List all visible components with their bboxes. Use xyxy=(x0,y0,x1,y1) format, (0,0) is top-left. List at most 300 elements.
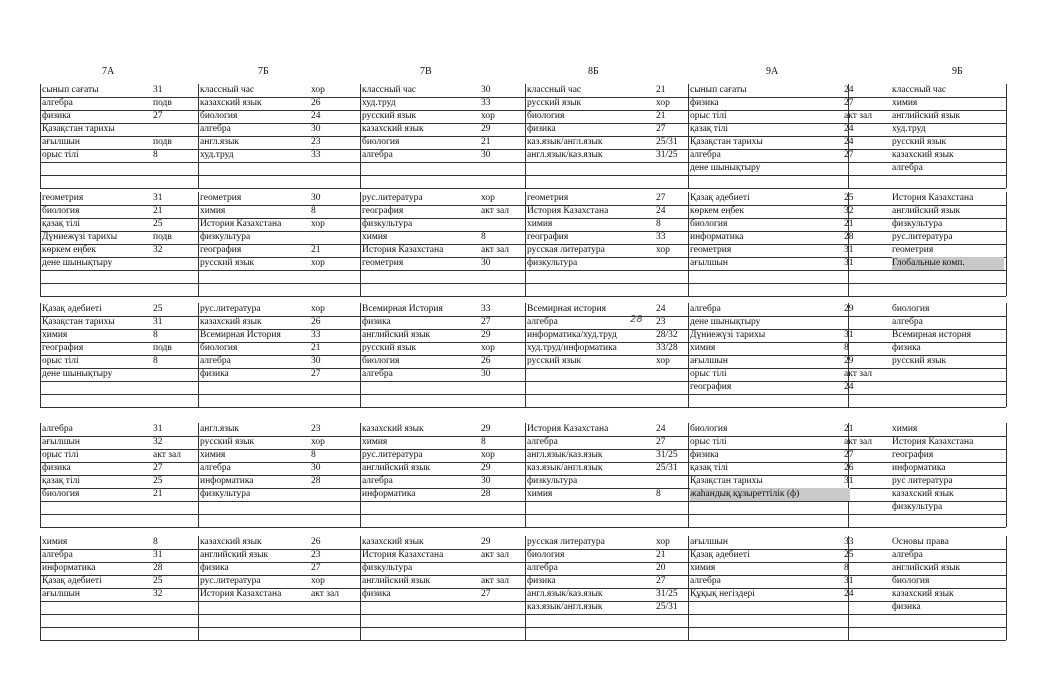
subject-cell: география xyxy=(892,450,934,460)
subject-cell xyxy=(362,514,476,527)
room-cell xyxy=(481,614,524,627)
subject-cell xyxy=(200,627,306,640)
room-cell xyxy=(153,394,197,407)
lesson-row xyxy=(40,205,1006,219)
subject-cell: алгебра xyxy=(362,476,393,486)
room-cell: 25/31 xyxy=(656,602,678,612)
class-header: 8Б xyxy=(588,66,599,77)
subject-cell: классный час xyxy=(527,85,582,95)
room-cell: 31/25 xyxy=(656,450,678,460)
lesson-row xyxy=(40,549,1006,563)
room-cell: 31 xyxy=(844,330,854,340)
room-cell: хор xyxy=(311,258,325,268)
subject-cell: химия xyxy=(200,206,226,216)
subject-cell: биология xyxy=(42,206,80,216)
subject-cell xyxy=(200,501,306,514)
room-cell: 25 xyxy=(153,576,163,586)
room-cell: 26 xyxy=(311,98,321,108)
subject-cell xyxy=(892,614,1004,627)
room-cell: 8 xyxy=(153,330,158,340)
room-cell: 27 xyxy=(656,193,666,203)
lesson-row xyxy=(40,149,1006,163)
handwritten-note: 28 xyxy=(630,314,643,325)
subject-cell xyxy=(362,381,476,394)
subject-cell: химия xyxy=(42,537,68,547)
room-cell xyxy=(481,514,524,527)
subject-cell: физика xyxy=(892,343,921,353)
room-cell xyxy=(481,270,524,283)
subject-cell: алгебра xyxy=(200,463,231,473)
subject-cell: физкультура xyxy=(362,219,413,229)
subject-cell xyxy=(362,162,476,175)
room-cell: 28 xyxy=(481,489,491,499)
subject-cell: русский язык xyxy=(527,356,582,366)
subject-cell: Қазақ әдебиеті xyxy=(42,576,102,586)
lesson-row xyxy=(40,423,1006,437)
lesson-row xyxy=(40,192,1006,206)
room-cell xyxy=(844,270,886,283)
subject-cell: қазақ тілі xyxy=(42,219,80,229)
subject-cell: классный час xyxy=(892,85,947,95)
subject-cell: Қазақ әдебиеті xyxy=(690,193,750,203)
room-cell: 8 xyxy=(153,356,158,366)
subject-cell: рус.литература xyxy=(892,232,953,242)
room-cell: 31 xyxy=(844,576,854,586)
room-cell: 21 xyxy=(153,489,163,499)
room-cell: хор xyxy=(481,193,495,203)
subject-cell xyxy=(42,283,148,296)
subject-cell: Глобальные комп. xyxy=(892,257,1004,270)
room-cell xyxy=(844,614,886,627)
room-cell: 32 xyxy=(153,437,163,447)
room-cell: 29 xyxy=(844,356,854,366)
room-cell xyxy=(153,501,197,514)
subject-cell: английский язык xyxy=(362,330,431,340)
subject-cell: алгебра xyxy=(362,369,393,379)
subject-cell: казахский язык xyxy=(362,537,424,547)
subject-cell: казахский язык xyxy=(892,150,954,160)
room-cell: 24 xyxy=(656,206,666,216)
subject-cell xyxy=(892,175,1004,188)
room-cell: 8 xyxy=(481,437,486,447)
subject-cell xyxy=(892,627,1004,640)
room-cell xyxy=(656,627,687,640)
subject-cell: английский язык xyxy=(362,576,431,586)
lesson-row xyxy=(40,97,1006,111)
subject-cell: казахский язык xyxy=(362,424,424,434)
room-cell: 21 xyxy=(844,219,854,229)
room-cell: 26 xyxy=(311,537,321,547)
subject-cell xyxy=(527,175,651,188)
room-cell: 29 xyxy=(481,537,491,547)
subject-cell: орыс тілі xyxy=(690,369,727,379)
lesson-row xyxy=(40,381,1006,395)
room-cell: подв xyxy=(153,137,172,147)
room-cell: 21 xyxy=(481,137,491,147)
subject-cell: биология xyxy=(362,137,400,147)
lesson-row xyxy=(40,627,1006,641)
room-cell xyxy=(656,283,687,296)
room-cell: 26 xyxy=(311,317,321,327)
subject-cell: русский язык xyxy=(362,343,417,353)
lesson-row xyxy=(40,84,1006,98)
subject-cell xyxy=(362,394,476,407)
room-cell xyxy=(311,283,359,296)
room-cell xyxy=(656,381,687,394)
room-cell: 21 xyxy=(311,245,321,255)
subject-cell xyxy=(527,501,651,514)
room-cell: 27 xyxy=(481,317,491,327)
room-cell: 32 xyxy=(153,589,163,599)
room-cell: 33 xyxy=(311,150,321,160)
day-block xyxy=(40,303,1006,407)
subject-cell xyxy=(690,501,838,514)
room-cell xyxy=(153,123,197,136)
room-cell xyxy=(844,283,886,296)
subject-cell: орыс тілі xyxy=(42,150,79,160)
room-cell xyxy=(656,270,687,283)
subject-cell: английский язык xyxy=(362,463,431,473)
room-cell: 33 xyxy=(844,537,854,547)
subject-cell: сынып сағаты xyxy=(42,85,99,95)
subject-cell: алгебра xyxy=(690,150,721,160)
subject-cell xyxy=(527,381,651,394)
room-cell: 33/28 xyxy=(656,343,678,353)
room-cell: 28/32 xyxy=(656,330,678,340)
subject-cell: История Казахстана xyxy=(892,437,974,447)
subject-cell: русский язык xyxy=(200,437,255,447)
class-header: 9А xyxy=(766,66,779,77)
subject-cell: физика xyxy=(892,602,921,612)
room-cell xyxy=(844,162,886,175)
subject-cell: дене шынықтыру xyxy=(690,163,761,173)
room-cell xyxy=(844,394,886,407)
subject-cell: Қазақ әдебиеті xyxy=(42,304,102,314)
room-cell: 26 xyxy=(844,463,854,473)
subject-cell xyxy=(690,283,838,296)
subject-cell: физика xyxy=(362,317,391,327)
subject-cell: қазақ тілі xyxy=(690,463,728,473)
subject-cell: орыс тілі xyxy=(690,111,727,121)
room-cell xyxy=(311,175,359,188)
room-cell: акт зал xyxy=(481,206,510,216)
subject-cell: геометрия xyxy=(690,245,732,255)
subject-cell: ағылшын xyxy=(42,437,81,447)
room-cell: акт зал xyxy=(153,450,182,460)
room-cell xyxy=(153,270,197,283)
subject-cell: алгебра xyxy=(42,550,73,560)
subject-cell: информатика xyxy=(690,232,744,242)
room-cell xyxy=(481,394,524,407)
room-cell: 31 xyxy=(153,424,163,434)
lesson-row xyxy=(40,257,1006,271)
lesson-row xyxy=(40,449,1006,463)
room-cell: хор xyxy=(311,85,325,95)
room-cell: 8 xyxy=(311,206,316,216)
room-cell: 30 xyxy=(311,356,321,366)
subject-cell: русский язык xyxy=(892,356,947,366)
subject-cell xyxy=(42,514,148,527)
room-cell: 29 xyxy=(481,424,491,434)
subject-cell: алгебра xyxy=(892,317,923,327)
subject-cell: физика xyxy=(690,98,719,108)
subject-cell: физика xyxy=(200,369,229,379)
day-block xyxy=(40,84,1006,188)
room-cell: 21 xyxy=(656,111,666,121)
room-cell: 21 xyxy=(656,550,666,560)
subject-cell: химия xyxy=(42,330,68,340)
room-cell: 24 xyxy=(844,382,854,392)
subject-cell: дене шынықтыру xyxy=(690,317,761,327)
room-cell: 31 xyxy=(844,476,854,486)
subject-cell xyxy=(362,501,476,514)
room-cell: 31 xyxy=(153,550,163,560)
room-cell xyxy=(311,162,359,175)
room-cell: 24 xyxy=(656,304,666,314)
room-cell: 8 xyxy=(481,232,486,242)
column-divider xyxy=(1006,192,1007,296)
room-cell xyxy=(311,488,359,501)
subject-cell: география xyxy=(362,206,404,216)
subject-cell: алгебра xyxy=(527,437,558,447)
room-cell: 29 xyxy=(481,124,491,134)
room-cell: 25 xyxy=(844,193,854,203)
subject-cell: англ.язык xyxy=(200,424,239,434)
lesson-row xyxy=(40,329,1006,343)
subject-cell: каз.язык/англ.язык xyxy=(527,602,603,612)
room-cell xyxy=(481,283,524,296)
subject-cell: худ.труд xyxy=(200,150,234,160)
column-divider xyxy=(1006,423,1007,527)
room-cell: 27 xyxy=(153,111,163,121)
subject-cell: сынып сағаты xyxy=(690,85,747,95)
subject-cell: русский язык xyxy=(200,258,255,268)
subject-cell xyxy=(690,601,838,614)
lesson-row xyxy=(40,488,1006,502)
subject-cell: Всемирная История xyxy=(362,304,443,314)
room-cell: 31 xyxy=(844,245,854,255)
room-cell: 31/25 xyxy=(656,589,678,599)
room-cell xyxy=(481,601,524,614)
room-cell xyxy=(311,501,359,514)
subject-cell: химия xyxy=(527,489,553,499)
class-header: 7В xyxy=(420,66,432,77)
subject-cell: алгебра xyxy=(527,563,558,573)
subject-cell: История Казахстана xyxy=(892,193,974,203)
lesson-row xyxy=(40,514,1006,528)
subject-cell xyxy=(690,394,838,407)
subject-cell: алгебра xyxy=(42,98,73,108)
subject-cell: рус литература xyxy=(892,476,953,486)
room-cell xyxy=(311,394,359,407)
subject-cell xyxy=(690,627,838,640)
lesson-row xyxy=(40,588,1006,602)
subject-cell: английский язык xyxy=(200,550,269,560)
subject-cell: информатика xyxy=(362,489,416,499)
room-cell xyxy=(481,381,524,394)
room-cell: акт зал xyxy=(481,550,510,560)
room-cell xyxy=(311,514,359,527)
subject-cell: физкультура xyxy=(527,258,578,268)
subject-cell: худ.труд/информатика xyxy=(527,343,617,353)
room-cell xyxy=(656,175,687,188)
subject-cell: худ.труд xyxy=(362,98,396,108)
subject-cell: История Казахстана xyxy=(527,424,609,434)
subject-cell xyxy=(42,162,148,175)
lesson-row xyxy=(40,462,1006,476)
subject-cell xyxy=(690,175,838,188)
subject-cell: Қазақ әдебиеті xyxy=(690,550,750,560)
room-cell: 21 xyxy=(844,424,854,434)
room-cell xyxy=(656,368,687,381)
room-cell xyxy=(656,614,687,627)
subject-cell xyxy=(200,394,306,407)
room-cell: 33 xyxy=(481,304,491,314)
subject-cell xyxy=(690,514,838,527)
lesson-row xyxy=(40,368,1006,382)
room-cell: 32 xyxy=(153,245,163,255)
subject-cell xyxy=(892,368,1004,381)
subject-cell: физика xyxy=(42,111,71,121)
room-cell: 8 xyxy=(311,450,316,460)
room-cell: 27 xyxy=(153,463,163,473)
subject-cell xyxy=(362,175,476,188)
subject-cell: физкультура xyxy=(200,232,251,242)
room-cell: 21 xyxy=(153,206,163,216)
subject-cell: химия xyxy=(527,219,553,229)
subject-cell: ағылшын xyxy=(42,137,81,147)
subject-cell: казахский язык xyxy=(362,124,424,134)
room-cell: 23 xyxy=(656,317,666,327)
subject-cell: биология xyxy=(892,576,930,586)
subject-cell: физкультура xyxy=(362,563,413,573)
subject-cell: көркем еңбек xyxy=(42,245,96,255)
lesson-row xyxy=(40,162,1006,176)
subject-cell: физкультура xyxy=(892,219,943,229)
subject-cell: казахский язык xyxy=(200,317,262,327)
room-cell xyxy=(153,627,197,640)
room-cell xyxy=(153,368,197,381)
subject-cell: алгебра xyxy=(892,550,923,560)
lesson-row xyxy=(40,218,1006,232)
subject-cell: История Казахстана xyxy=(200,219,282,229)
lesson-row xyxy=(40,175,1006,189)
subject-cell: физика xyxy=(42,463,71,473)
room-cell: 25 xyxy=(153,304,163,314)
subject-cell: орыс тілі xyxy=(42,356,79,366)
subject-cell: алгебра xyxy=(42,424,73,434)
lesson-row xyxy=(40,270,1006,284)
subject-cell: география xyxy=(690,382,732,392)
subject-cell: алгебра xyxy=(690,304,721,314)
room-cell: 21 xyxy=(656,85,666,95)
subject-cell: физика xyxy=(690,450,719,460)
subject-cell: рус.литература xyxy=(362,450,423,460)
room-cell: 27 xyxy=(481,589,491,599)
subject-cell: биология xyxy=(527,111,565,121)
room-cell: 30 xyxy=(481,369,491,379)
subject-cell xyxy=(362,601,476,614)
subject-cell: рус.литература xyxy=(362,193,423,203)
room-cell: 30 xyxy=(481,150,491,160)
lesson-row xyxy=(40,501,1006,515)
room-cell: 8 xyxy=(656,489,661,499)
room-cell xyxy=(311,270,359,283)
room-cell: 23 xyxy=(311,137,321,147)
lesson-row xyxy=(40,536,1006,550)
room-cell: 24 xyxy=(844,85,854,95)
subject-cell: орыс тілі xyxy=(42,450,79,460)
subject-cell xyxy=(42,614,148,627)
room-cell xyxy=(311,627,359,640)
subject-cell: география xyxy=(200,245,242,255)
subject-cell: каз.язык/англ.язык xyxy=(527,137,603,147)
subject-cell xyxy=(362,283,476,296)
subject-cell: география xyxy=(527,232,569,242)
column-divider xyxy=(1006,84,1007,188)
subject-cell: рус.литература xyxy=(200,576,261,586)
lesson-row xyxy=(40,475,1006,489)
room-cell: 31 xyxy=(153,85,163,95)
subject-cell: информатика xyxy=(200,476,254,486)
room-cell xyxy=(844,316,886,329)
room-cell: 27 xyxy=(656,124,666,134)
room-cell: акт зал xyxy=(844,111,873,121)
subject-cell: физкультура xyxy=(527,476,578,486)
schedule-sheet xyxy=(40,66,1006,656)
subject-cell xyxy=(892,381,1004,394)
subject-cell: Қазақстан тарихы xyxy=(42,124,115,134)
lesson-row xyxy=(40,355,1006,369)
room-cell xyxy=(656,257,687,270)
subject-cell: английский язык xyxy=(892,111,961,121)
room-cell: 23 xyxy=(311,424,321,434)
room-cell: 27 xyxy=(311,369,321,379)
room-cell: 30 xyxy=(481,85,491,95)
room-cell xyxy=(153,283,197,296)
subject-cell: физкультура xyxy=(200,489,251,499)
subject-cell: Дүниежүзі тарихы xyxy=(42,232,118,242)
subject-cell: ағылшын xyxy=(42,589,81,599)
subject-cell xyxy=(527,514,651,527)
subject-cell: физика xyxy=(527,124,556,134)
day-block xyxy=(40,536,1006,640)
room-cell: 26 xyxy=(481,356,491,366)
subject-cell xyxy=(200,514,306,527)
room-cell xyxy=(656,162,687,175)
room-cell: подв xyxy=(153,232,172,242)
room-cell: 33 xyxy=(481,98,491,108)
subject-cell: алгебра xyxy=(690,576,721,586)
room-cell: 8 xyxy=(656,219,661,229)
room-cell: 27 xyxy=(844,450,854,460)
room-cell: 27 xyxy=(656,437,666,447)
subject-cell: Қазақстан тарихы xyxy=(690,476,763,486)
subject-cell: қазақ тілі xyxy=(42,476,80,486)
subject-cell xyxy=(892,514,1004,527)
room-cell xyxy=(153,175,197,188)
room-cell xyxy=(656,394,687,407)
subject-cell: биология xyxy=(200,343,238,353)
subject-cell xyxy=(200,283,306,296)
room-cell: хор xyxy=(656,98,670,108)
subject-cell xyxy=(42,627,148,640)
subject-cell: информатика xyxy=(42,563,96,573)
subject-cell: химия xyxy=(200,450,226,460)
subject-cell: биология xyxy=(892,304,930,314)
subject-cell xyxy=(892,283,1004,296)
subject-cell: биология xyxy=(42,489,80,499)
